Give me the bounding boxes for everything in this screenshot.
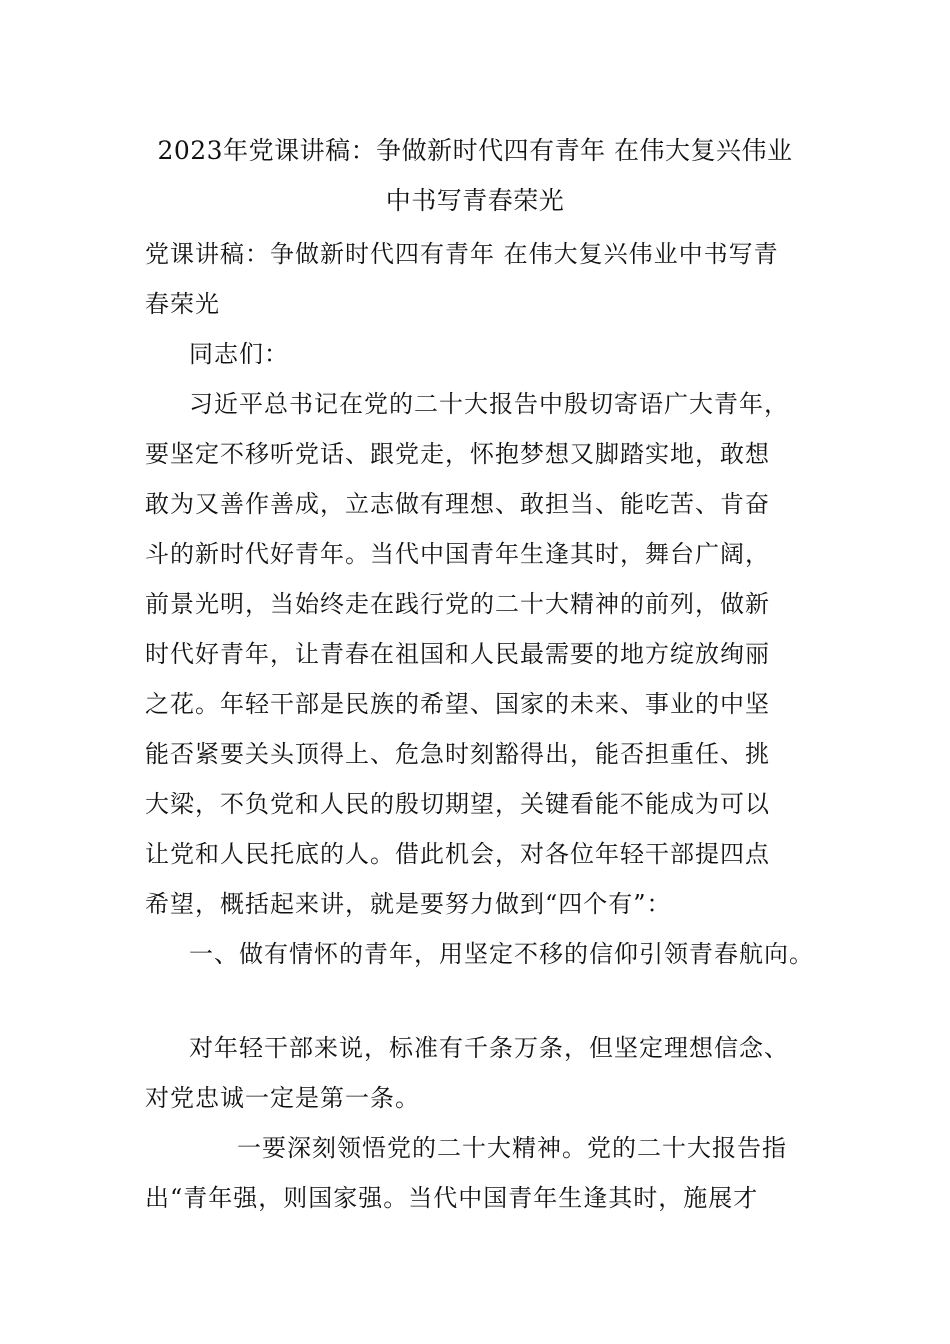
paragraph-line: 出“青年强，则国家强。当代中国青年生逢其时，施展才	[145, 1184, 759, 1212]
paragraph-line: 敢为又善作善成，立志做有理想、敢担当、能吃苦、肯奋	[145, 490, 770, 518]
salutation-text: 同志们：	[189, 340, 289, 368]
paragraph-2	[145, 1023, 810, 1123]
subtitle	[145, 229, 810, 329]
paragraph-line: 希望，概括起来讲，就是要努力做到“四个有”：	[145, 890, 672, 918]
paragraph-line: 之花。年轻干部是民族的希望、国家的未来、事业的中坚	[145, 690, 770, 718]
paragraph-line: 大梁，不负党和人民的殷切期望，关键看能不能成为可以	[145, 790, 770, 818]
paragraph-3	[145, 1123, 810, 1223]
title-line-2: 中书写青春荣光	[385, 186, 565, 215]
subtitle-line-2: 春荣光	[145, 290, 220, 318]
paragraph-line: 让党和人民托底的人。借此机会，对各位年轻干部提四点	[145, 840, 770, 868]
paragraph-1	[145, 379, 810, 929]
salutation	[145, 329, 810, 379]
document-title	[145, 133, 805, 219]
section-heading-1	[145, 929, 814, 979]
paragraph-line: 斗的新时代好青年。当代中国青年生逢其时，舞台广阔，	[145, 540, 770, 568]
paragraph-line: 时代好青年，让青春在祖国和人民最需要的地方绽放绚丽	[145, 640, 770, 668]
paragraph-line: 对党忠诚一定是第一条。	[145, 1084, 420, 1112]
paragraph-line: 前景光明，当始终走在践行党的二十大精神的前列，做新	[145, 590, 770, 618]
paragraph-line: 能否紧要关头顶得上、危急时刻豁得出，能否担重任、挑	[145, 740, 770, 768]
paragraph-line: 一要深刻领悟党的二十大精神。党的二十大报告指	[237, 1134, 787, 1162]
title-line-1: 2023年党课讲稿：争做新时代四有青年 在伟大复兴伟业	[157, 136, 793, 165]
subtitle-line-1: 党课讲稿：争做新时代四有青年 在伟大复兴伟业中书写青	[145, 240, 779, 268]
heading-text: 一、做有情怀的青年，用坚定不移的信仰引领青春航向。	[189, 940, 814, 968]
paragraph-line: 对年轻干部来说，标准有千条万条，但坚定理想信念、	[189, 1034, 789, 1062]
paragraph-line: 习近平总书记在党的二十大报告中殷切寄语广大青年，	[189, 390, 789, 418]
paragraph-line: 要坚定不移听党话、跟党走，怀抱梦想又脚踏实地，敢想	[145, 440, 770, 468]
